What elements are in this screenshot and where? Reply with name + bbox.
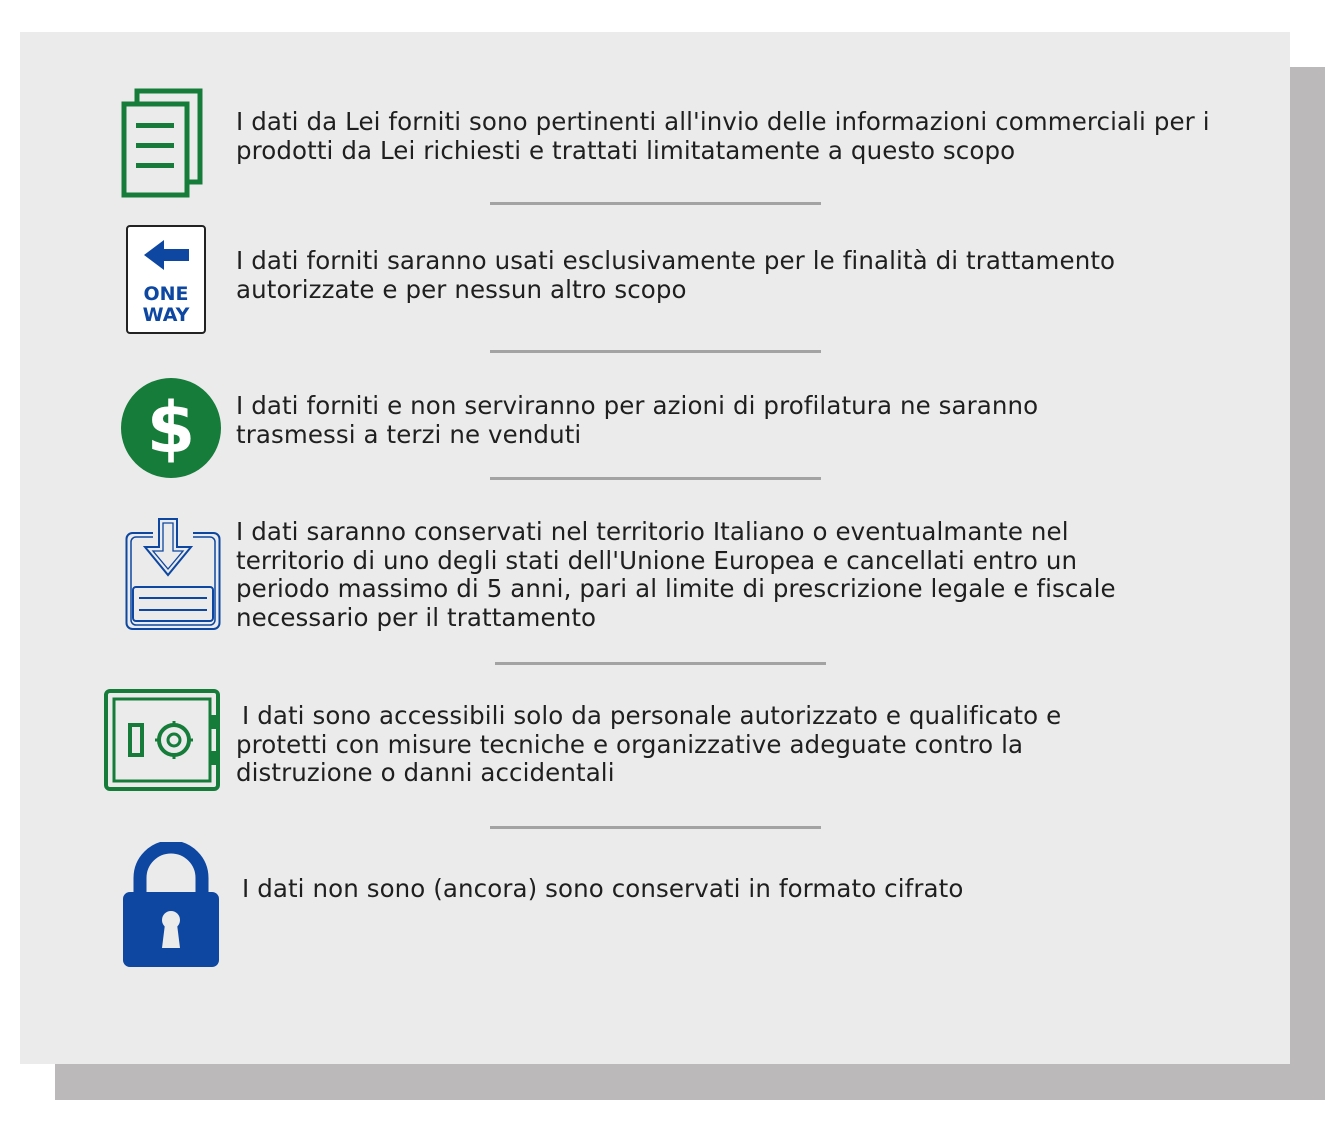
documents-icon: [121, 88, 203, 198]
padlock-icon: [122, 842, 220, 968]
item-4-text: I dati saranno conservati nel territorio Italiano o eventualmante nel territorio di uno degli stati dell'Unione Europea e cancellati entro un periodo massimo di 5 anni, pari al limite di prescrizione legale e fiscale necessario per il trattamento: [236, 517, 1116, 632]
one-way-sign-icon: [126, 225, 206, 334]
divider-4: [495, 662, 826, 665]
divider-1: [490, 202, 821, 205]
item-3-text: I dati forniti e non serviranno per azioni di profilatura ne saranno trasmessi a terzi ne venduti: [236, 391, 1039, 449]
divider-3: [490, 477, 821, 480]
sign-line-one: ONE: [143, 283, 189, 305]
download-storage-icon: [125, 517, 221, 631]
dollar-icon: $: [121, 378, 221, 478]
item-6-text: I dati non sono (ancora) sono conservati in formato cifrato: [242, 874, 964, 903]
safe-icon: [104, 689, 220, 791]
sign-line-way: WAY: [142, 304, 190, 326]
divider-5: [490, 826, 821, 829]
divider-2: [490, 350, 821, 353]
item-5-text: I dati sono accessibili solo da personale autorizzato e qualificato e protetti con misure tecniche e organizzative adeguate contro la distruzione o danni accidentali: [236, 701, 1062, 787]
item-2-text: I dati forniti saranno usati esclusivamente per le finalità di trattamento autorizzate e per nessun altro scopo: [236, 246, 1116, 304]
item-1-text: I dati da Lei forniti sono pertinenti all'invio delle informazioni commerciali per i prodotti da Lei richiesti e trattati limitatamente a questo scopo: [236, 107, 1210, 165]
